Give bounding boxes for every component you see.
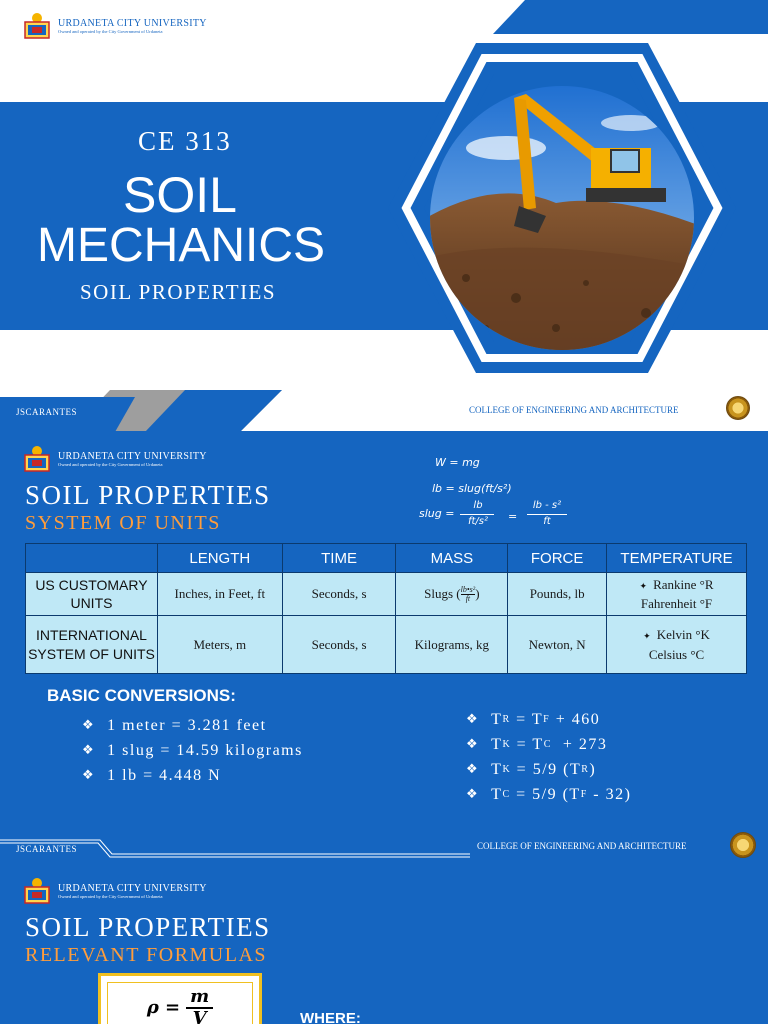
- slide2-subtitle: SYSTEM OF UNITS: [25, 512, 221, 534]
- slide-relevant-formulas: [0, 864, 768, 1024]
- diamond-bullet-icon: ❖: [82, 768, 96, 783]
- handwritten-slug-lhs: slug =: [419, 507, 455, 520]
- diamond-bullet-icon: ❖: [466, 762, 480, 777]
- university-seal-icon: [22, 877, 52, 907]
- table-header-length: LENGTH: [157, 544, 282, 573]
- temp-fahrenheit: Fahrenheit °F: [640, 596, 713, 611]
- mass-frac-num: lb•s²: [460, 584, 476, 594]
- university-seal-icon: [22, 12, 52, 42]
- list-item: ❖ 1 slug = 14.59 kilograms: [82, 741, 303, 759]
- university-name: URDANETA CITY UNIVERSITY: [58, 451, 207, 463]
- temp-kelvin: Kelvin °K: [656, 627, 710, 642]
- cell-us-force: Pounds, lb: [508, 573, 607, 616]
- handwritten-frac2-bar: [527, 514, 567, 515]
- cell-si-temperature: [607, 616, 747, 674]
- course-code: CE 313: [138, 126, 232, 156]
- diamond-bullet-icon: ❖: [466, 787, 480, 802]
- table-row: [26, 616, 747, 674]
- university-tagline: Owned and operated by the City Government of Urdaneta: [58, 894, 163, 900]
- bullet-icon: ✦: [643, 632, 651, 642]
- diamond-bullet-icon: ❖: [82, 718, 96, 733]
- university-logo: [22, 877, 207, 907]
- cell-us-length: Inches, in Feet, ft: [157, 573, 282, 616]
- list-item: ❖ T R = T F + 460: [466, 710, 601, 728]
- university-name: URDANETA CITY UNIVERSITY: [58, 883, 207, 895]
- handwritten-frac1-bar: [460, 514, 494, 515]
- table-header-mass: MASS: [396, 544, 508, 573]
- cell-si-length: Meters, m: [157, 616, 282, 674]
- conversion-list: [82, 713, 303, 788]
- mass-prefix: Slugs: [424, 585, 454, 601]
- slide2-author: JSCARANTES: [16, 844, 78, 854]
- table-header-time: TIME: [282, 544, 396, 573]
- handwritten-weight: W = mg: [435, 456, 480, 469]
- table-header-force: FORCE: [508, 544, 607, 573]
- mass-frac-den: ft: [465, 594, 471, 604]
- formula-lhs: ρ =: [146, 997, 181, 1018]
- list-item: ❖ 1 meter = 3.281 feet: [82, 716, 267, 734]
- formula-denominator: V: [192, 1007, 207, 1024]
- cell-us-temperature: [607, 573, 747, 616]
- list-item: ❖ T C = 5/9 (T F - 32): [466, 785, 632, 803]
- title-line-1: SOIL: [123, 167, 237, 223]
- list-item: ❖ 1 lb = 4.448 N: [82, 766, 222, 784]
- table-row: [26, 573, 747, 616]
- temp-rankine: Rankine °R: [653, 576, 714, 592]
- slide1-author: JSCARANTES: [16, 407, 78, 417]
- handwritten-lb: lb = slug(ft/s²): [432, 482, 512, 495]
- university-logo: [22, 445, 207, 475]
- units-table: [25, 543, 747, 674]
- cell-us-mass: Slugs ( $\frac{\text{lb•s²}}{ft}$ ): [396, 573, 508, 616]
- college-seal-icon: [730, 832, 756, 858]
- slide3-title: SOIL PROPERTIES: [25, 912, 271, 942]
- handwritten-equals: =: [508, 510, 518, 523]
- cell-si-mass: Kilograms, kg: [396, 616, 508, 674]
- bullet-icon: ✦: [639, 581, 648, 592]
- university-tagline: Owned and operated by the City Government of Urdaneta: [58, 29, 163, 35]
- row-label-us: US CUSTOMARY UNITS: [26, 573, 158, 616]
- university-logo: [22, 12, 207, 42]
- list-item: ❖ T K = T C + 273: [466, 735, 608, 753]
- density-formula: [107, 982, 253, 1024]
- cell-si-time: Seconds, s: [282, 616, 396, 674]
- temp-celsius: Celsius °C: [648, 646, 705, 662]
- table-header-corner: [26, 544, 158, 573]
- temperature-conversion-list: [466, 707, 631, 807]
- slide-system-of-units: [0, 432, 768, 864]
- university-name: URDANETA CITY UNIVERSITY: [58, 18, 207, 30]
- diamond-bullet-icon: ❖: [466, 737, 480, 752]
- handwritten-frac1-num: lb: [473, 500, 483, 511]
- slide2-college: COLLEGE OF ENGINEERING AND ARCHITECTURE: [477, 841, 687, 851]
- diamond-bullet-icon: ❖: [82, 743, 96, 758]
- handwritten-frac2-num: lb - s²: [532, 500, 562, 511]
- row-label-si: INTERNATIONAL SYSTEM OF UNITS: [26, 616, 158, 674]
- slide3-subtitle: RELEVANT FORMULAS: [25, 944, 268, 966]
- slide-title: [0, 0, 768, 432]
- basic-conversions-label: BASIC CONVERSIONS:: [47, 686, 236, 705]
- where-label: WHERE:: [300, 1010, 361, 1024]
- table-header-temperature: TEMPERATURE: [607, 544, 747, 573]
- slide1-college: COLLEGE OF ENGINEERING AND ARCHITECTURE: [469, 405, 679, 415]
- title-line-2: MECHANICS: [36, 219, 326, 272]
- density-formula-box: [98, 973, 262, 1024]
- university-tagline: Owned and operated by the City Government of Urdaneta: [58, 462, 163, 468]
- handwritten-frac1-den: ft/s²: [467, 516, 489, 527]
- list-item: ❖ T K = 5/9 (T R ): [466, 760, 597, 778]
- slide1-subtitle: SOIL PROPERTIES: [80, 280, 277, 304]
- cell-si-force: Newton, N: [508, 616, 607, 674]
- cell-us-time: Seconds, s: [282, 573, 396, 616]
- diamond-bullet-icon: ❖: [466, 712, 480, 727]
- handwritten-frac2-den: ft: [543, 516, 551, 527]
- table-header-row: [26, 544, 747, 573]
- slide2-title: SOIL PROPERTIES: [25, 480, 271, 510]
- college-seal-icon: [726, 396, 750, 420]
- university-seal-icon: [22, 445, 52, 475]
- excavator-photo: [386, 28, 766, 398]
- formula-numerator: m: [186, 987, 213, 1009]
